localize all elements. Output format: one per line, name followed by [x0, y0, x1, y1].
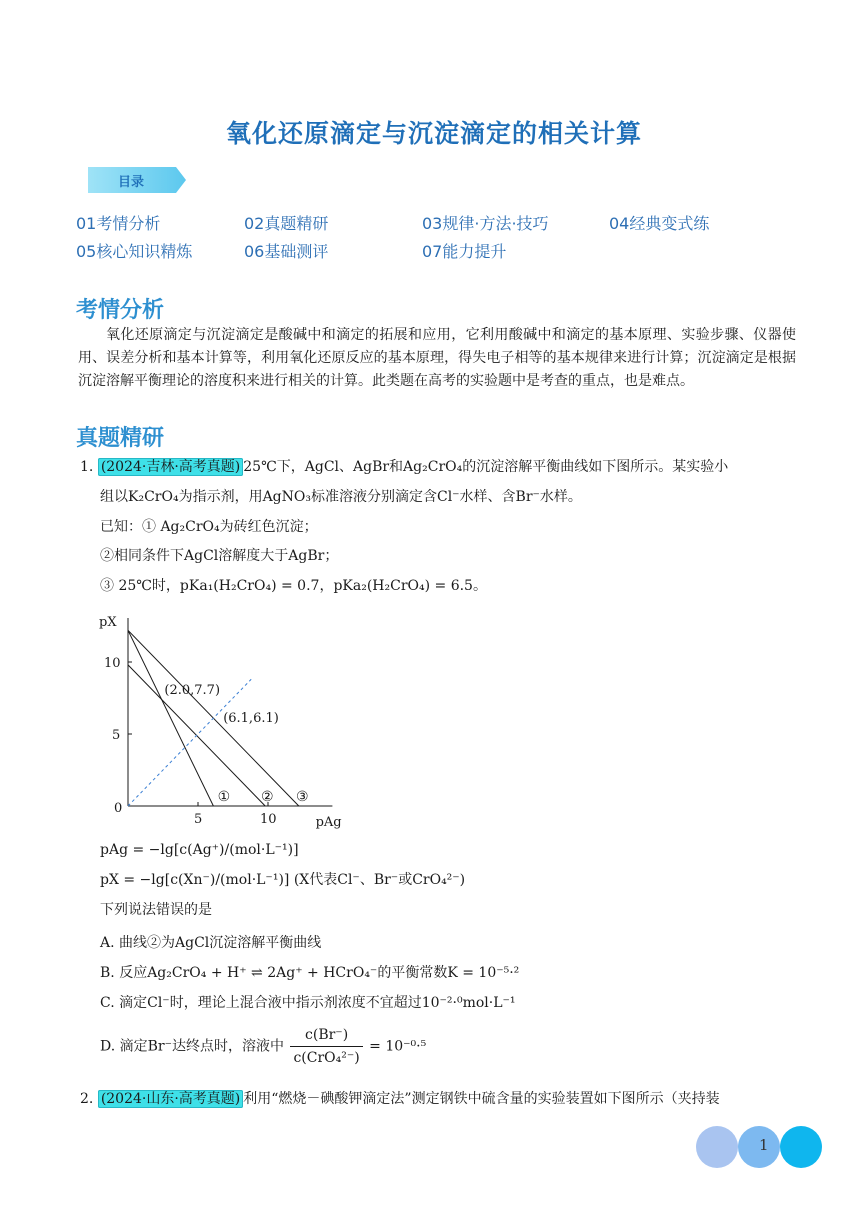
- question-1-line-1: [80, 457, 728, 477]
- page-circle-right: [780, 1126, 822, 1168]
- toc-tag-label: 目录: [118, 175, 145, 190]
- definition-pag: pAg = −lg[c(Ag⁺)/(mol·L⁻¹)]: [100, 842, 299, 858]
- fraction-numerator: c(Br⁻): [290, 1024, 362, 1047]
- page-title: 氧化还原滴定与沉淀滴定的相关计算: [225, 119, 642, 148]
- toc-item-4[interactable]: 04经典变式练: [609, 214, 710, 233]
- question-ask: 下列说法错误的是: [100, 902, 212, 918]
- section-heading-analysis: 考情分析: [76, 298, 165, 323]
- option-d-text: D. 滴定Br⁻达终点时，溶液中: [100, 1038, 284, 1055]
- x-tick-label: 10: [260, 812, 277, 827]
- origin-label: 0: [114, 801, 123, 816]
- curve-label-1: ①: [217, 789, 231, 805]
- known-3: ③ 25℃时，pKa₁(H₂CrO₄) = 0.7，pKa₂(H₂CrO₄) = 6.5。: [100, 578, 487, 594]
- curve-label-2: ②: [261, 789, 274, 805]
- toc-item-6[interactable]: 06基础测评: [244, 242, 329, 261]
- y-tick-label: 5: [112, 728, 121, 743]
- toc-item-5[interactable]: 05核心知识精炼: [76, 242, 193, 261]
- annotation-point-1: (2.0,7.7): [164, 683, 221, 699]
- toc-item-3[interactable]: 03规律·方法·技巧: [422, 214, 549, 233]
- curve-line-1: [128, 630, 213, 806]
- definition-px: pX = −lg[c(Xn⁻)/(mol·L⁻¹)] (X代表Cl⁻、Br⁻或CrO₄²⁻): [100, 872, 466, 888]
- annotation-point-2: (6.1,6.1): [223, 711, 279, 727]
- solubility-chart: [96, 608, 366, 838]
- toc-item-7[interactable]: 07能力提升: [422, 242, 507, 261]
- x-axis-label: pAg: [315, 815, 342, 830]
- toc-tag: [88, 167, 184, 193]
- analysis-paragraph: 氧化还原滴定与沉淀滴定是酸碱中和滴定的拓展和应用，它利用酸碱中和滴定的基本原理、实验步骤、仪器使用、误差分析和基本计算等，利用氧化还原反应的基本原理，得失电子相等的基本规律来进行计算；沉淀滴定是根据沉淀溶解平衡理论的溶度积来进行相关的计算。此类题在高考的实验题中是考查的重点，也是难点。: [78, 327, 796, 389]
- page-circle-left: [696, 1126, 738, 1168]
- page-indicator: [696, 1126, 826, 1168]
- curve-label-3: ③: [296, 789, 309, 805]
- toc-item-1[interactable]: 01考情分析: [76, 214, 161, 233]
- option-c[interactable]: C. 滴定Cl⁻时，理论上混合液中指示剂浓度不宜超过10⁻²·⁰mol·L⁻¹: [100, 995, 516, 1011]
- question-number: 2.: [80, 1091, 94, 1107]
- page-number: 1: [759, 1136, 769, 1154]
- known-1: 已知：① Ag₂CrO₄为砖红色沉淀；: [100, 519, 318, 535]
- reference-line-dashed: [128, 679, 251, 806]
- question-2-line-1: [80, 1089, 720, 1109]
- option-b[interactable]: B. 反应Ag₂CrO₄ + H⁺ ⇌ 2Ag⁺ + HCrO₄⁻的平衡常数K = 10⁻⁵·²: [100, 965, 520, 981]
- question-number: 1.: [80, 459, 94, 475]
- option-d-fraction: [290, 1024, 362, 1069]
- known-2: ②相同条件下AgCl溶解度大于AgBr；: [100, 548, 339, 564]
- option-d-value: = 10⁻⁰·⁵: [369, 1038, 427, 1055]
- option-a[interactable]: A. 曲线②为AgCl沉淀溶解平衡曲线: [100, 935, 322, 951]
- toc-item-2[interactable]: 02真题精研: [244, 214, 329, 233]
- section-heading-exam: 真题精研: [76, 426, 165, 451]
- question-text: 25℃下，AgCl、AgBr和Ag₂CrO₄的沉淀溶解平衡曲线如下图所示。某实验小: [243, 459, 729, 475]
- question-1-line-2: 组以K₂CrO₄为指示剂，用AgNO₃标准溶液分别滴定含Cl⁻水样、含Br⁻水样。: [100, 489, 582, 505]
- fraction-denominator: c(CrO₄²⁻): [293, 1050, 360, 1066]
- x-tick-label: 5: [194, 812, 203, 827]
- y-tick-label: 10: [104, 656, 121, 671]
- question-source-tag[interactable]: (2024·吉林·高考真题): [98, 458, 243, 476]
- y-axis-label: pX: [99, 615, 117, 630]
- question-text: 利用“燃烧－碘酸钾滴定法”测定钢铁中硫含量的实验装置如下图所示（夹持装: [243, 1091, 720, 1107]
- option-d[interactable]: [100, 1024, 426, 1069]
- question-source-tag[interactable]: (2024·山东·高考真题): [98, 1090, 243, 1108]
